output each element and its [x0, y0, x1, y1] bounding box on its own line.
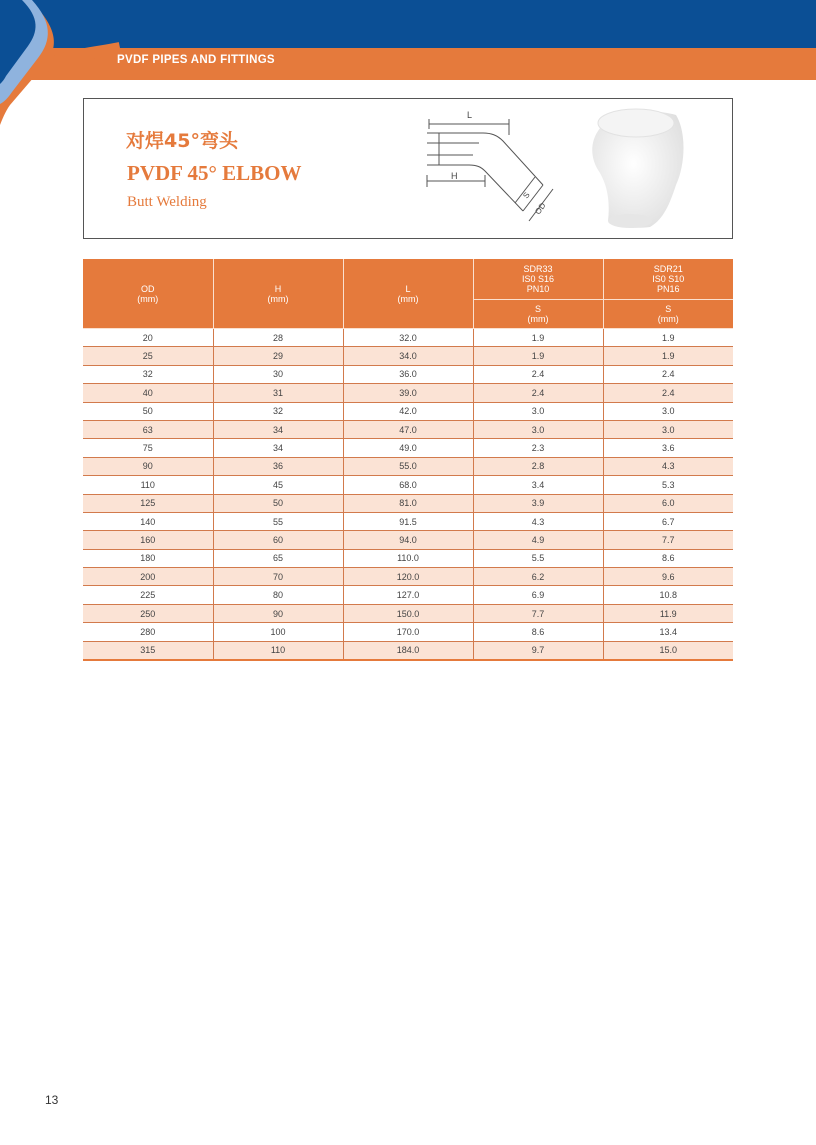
table-cell: 55: [213, 512, 343, 530]
table-cell: 10.8: [603, 586, 733, 604]
table-cell: 81.0: [343, 494, 473, 512]
diagram-label-l: L: [467, 110, 473, 120]
table-cell: 110.0: [343, 549, 473, 567]
elbow-dimension-diagram: [419, 105, 559, 225]
page-number: 13: [45, 1093, 59, 1107]
table-cell: 3.9: [473, 494, 603, 512]
table-cell: 30: [213, 365, 343, 383]
table-cell: 3.0: [473, 420, 603, 438]
diagram-label-s: S: [521, 190, 532, 201]
table-cell: 50: [213, 494, 343, 512]
table-cell: 90: [83, 457, 213, 475]
table-cell: 6.0: [603, 494, 733, 512]
table-row: [83, 531, 733, 549]
table-cell: 170.0: [343, 623, 473, 641]
product-title-cn: 对焊45°弯头: [126, 130, 238, 152]
table-cell: 55.0: [343, 457, 473, 475]
table-cell: 1.9: [603, 329, 733, 347]
table-cell: 140: [83, 512, 213, 530]
table-cell: 47.0: [343, 420, 473, 438]
product-subtitle: Butt Welding: [127, 194, 207, 210]
col-header-od: OD (mm): [83, 259, 213, 329]
table-cell: 15.0: [603, 641, 733, 660]
table-cell: 90: [213, 604, 343, 622]
table-cell: 184.0: [343, 641, 473, 660]
col-group-sdr21: SDR21 IS0 S10 PN16: [603, 259, 733, 300]
table-row: [83, 604, 733, 622]
table-cell: 3.0: [603, 420, 733, 438]
table-cell: 127.0: [343, 586, 473, 604]
table-row: [83, 402, 733, 420]
table-row: [83, 365, 733, 383]
table-row: [83, 384, 733, 402]
table-cell: 49.0: [343, 439, 473, 457]
table-row: [83, 439, 733, 457]
table-cell: 36: [213, 457, 343, 475]
table-cell: 9.6: [603, 568, 733, 586]
table-row: [83, 623, 733, 641]
table-row: [83, 420, 733, 438]
table-cell: 160: [83, 531, 213, 549]
table-cell: 150.0: [343, 604, 473, 622]
table-cell: 31: [213, 384, 343, 402]
elbow-product-photo: [578, 103, 698, 231]
table-cell: 120.0: [343, 568, 473, 586]
table-cell: 3.0: [473, 402, 603, 420]
dimensions-table: [83, 259, 733, 661]
table-cell: 34.0: [343, 347, 473, 365]
table-cell: 63: [83, 420, 213, 438]
table-cell: 4.9: [473, 531, 603, 549]
table-cell: 100: [213, 623, 343, 641]
table-cell: 7.7: [603, 531, 733, 549]
table-cell: 68.0: [343, 476, 473, 494]
table-cell: 50: [83, 402, 213, 420]
table-row: [83, 512, 733, 530]
table-cell: 40: [83, 384, 213, 402]
diagram-label-od: OD: [533, 201, 548, 217]
table-row: [83, 494, 733, 512]
table-cell: 34: [213, 439, 343, 457]
table-cell: 2.4: [603, 365, 733, 383]
table-row: [83, 329, 733, 347]
product-title-en: PVDF 45° ELBOW: [127, 161, 302, 185]
table-row: [83, 549, 733, 567]
table-cell: 1.9: [473, 329, 603, 347]
table-cell: 2.4: [603, 384, 733, 402]
table-cell: 4.3: [603, 457, 733, 475]
table-body: [83, 329, 733, 661]
table-cell: 45: [213, 476, 343, 494]
product-box: [83, 98, 733, 239]
table-cell: 11.9: [603, 604, 733, 622]
table-cell: 1.9: [473, 347, 603, 365]
table-cell: 80: [213, 586, 343, 604]
table-cell: 315: [83, 641, 213, 660]
table-cell: 39.0: [343, 384, 473, 402]
table-cell: 3.4: [473, 476, 603, 494]
table-row: [83, 476, 733, 494]
table-cell: 20: [83, 329, 213, 347]
section-label: PVDF PIPES AND FITTINGS: [117, 54, 275, 66]
table-cell: 94.0: [343, 531, 473, 549]
table-cell: 5.3: [603, 476, 733, 494]
table-cell: 6.7: [603, 512, 733, 530]
table-cell: 6.9: [473, 586, 603, 604]
table-cell: 1.9: [603, 347, 733, 365]
table-cell: 75: [83, 439, 213, 457]
table-cell: 9.7: [473, 641, 603, 660]
table-cell: 42.0: [343, 402, 473, 420]
table-cell: 7.7: [473, 604, 603, 622]
table-cell: 3.0: [603, 402, 733, 420]
table-cell: 180: [83, 549, 213, 567]
table-row: [83, 347, 733, 365]
table-cell: 32: [213, 402, 343, 420]
table-cell: 110: [213, 641, 343, 660]
col-header-s-sdr21: S (mm): [603, 300, 733, 329]
diagram-label-h: H: [451, 171, 458, 181]
table-row: [83, 568, 733, 586]
table-cell: 6.2: [473, 568, 603, 586]
table-cell: 36.0: [343, 365, 473, 383]
table-cell: 34: [213, 420, 343, 438]
table-cell: 4.3: [473, 512, 603, 530]
table-cell: 2.8: [473, 457, 603, 475]
table-cell: 5.5: [473, 549, 603, 567]
col-group-sdr33: SDR33 IS0 S16 PN10: [473, 259, 603, 300]
table-cell: 60: [213, 531, 343, 549]
table-cell: 65: [213, 549, 343, 567]
table-cell: 13.4: [603, 623, 733, 641]
table-row: [83, 641, 733, 660]
table-cell: 25: [83, 347, 213, 365]
table-cell: 125: [83, 494, 213, 512]
header-blue-band: [0, 0, 816, 48]
table-cell: 110: [83, 476, 213, 494]
table-cell: 3.6: [603, 439, 733, 457]
table-row: [83, 586, 733, 604]
table-cell: 28: [213, 329, 343, 347]
table-cell: 225: [83, 586, 213, 604]
table-cell: 280: [83, 623, 213, 641]
col-header-l: L (mm): [343, 259, 473, 329]
table-cell: 29: [213, 347, 343, 365]
col-header-s-sdr33: S (mm): [473, 300, 603, 329]
table-cell: 70: [213, 568, 343, 586]
table-cell: 32.0: [343, 329, 473, 347]
table-cell: 2.3: [473, 439, 603, 457]
table-cell: 250: [83, 604, 213, 622]
table-cell: 32: [83, 365, 213, 383]
table-cell: 2.4: [473, 384, 603, 402]
table-cell: 200: [83, 568, 213, 586]
table-row: [83, 457, 733, 475]
table-cell: 8.6: [473, 623, 603, 641]
table-cell: 91.5: [343, 512, 473, 530]
col-header-h: H (mm): [213, 259, 343, 329]
table-cell: 2.4: [473, 365, 603, 383]
table-cell: 8.6: [603, 549, 733, 567]
